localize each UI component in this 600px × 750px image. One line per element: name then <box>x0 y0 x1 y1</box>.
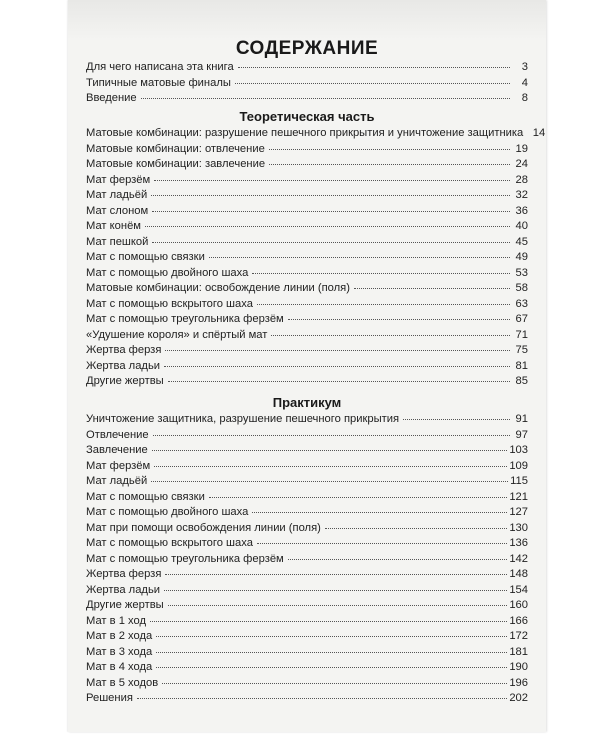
toc-dot-leader <box>238 66 510 68</box>
toc-entry-title: Завлечение <box>86 444 148 456</box>
toc-entry-page: 109 <box>509 459 528 472</box>
toc-entry-page: 142 <box>509 552 528 565</box>
toc-dot-leader <box>156 651 507 653</box>
toc-entry <box>86 142 528 158</box>
toc-entry-page: 40 <box>515 220 528 232</box>
page-title: СОДЕРЖАНИЕ <box>235 38 379 59</box>
toc-entry-page: 130 <box>509 521 528 534</box>
toc-entry-title: Мат в 2 хода <box>86 630 153 642</box>
toc-theory-list <box>86 126 546 390</box>
toc-entry-page: 71 <box>515 328 528 341</box>
toc-entry-page: 32 <box>515 189 528 201</box>
toc-entry-title: Другие жертвы <box>86 599 164 611</box>
toc-entry-page: 148 <box>509 568 528 580</box>
toc-entry-title: Мат в 4 хода <box>86 661 153 673</box>
toc-entry-title: Отвлечение <box>86 428 149 441</box>
toc-entry-page: 49 <box>515 251 528 263</box>
toc-entry <box>86 157 528 173</box>
toc-entry <box>86 505 528 521</box>
toc-entry-title: Жертва ладьи <box>86 359 161 372</box>
toc-entry-title: Типичные матовые финалы <box>86 76 231 89</box>
toc-entry-page: 28 <box>515 173 528 186</box>
toc-dot-leader <box>154 465 507 467</box>
toc-entry <box>86 173 528 189</box>
toc-entry-page: 45 <box>515 235 528 248</box>
toc-entry <box>86 428 528 444</box>
toc-entry <box>86 204 528 220</box>
toc-dot-leader <box>141 97 510 99</box>
toc-dot-leader <box>165 349 510 351</box>
toc-dot-leader <box>252 272 510 274</box>
toc-entry-title: Матовые комбинации: освобождение линии (поля) <box>86 282 350 294</box>
toc-dot-leader <box>168 604 508 606</box>
toc-entry-page: 19 <box>515 142 528 155</box>
toc-entry-page: 63 <box>515 297 528 310</box>
toc-entry <box>86 328 528 344</box>
toc-entry <box>86 583 528 599</box>
toc-entry-page: 24 <box>515 158 528 170</box>
toc-dot-leader <box>271 334 510 336</box>
toc-entry-title: Введение <box>86 92 137 104</box>
toc-dot-leader <box>257 303 510 305</box>
toc-entry-title: Мат ладьёй <box>86 475 148 487</box>
toc-entry <box>86 676 528 692</box>
toc-entry-title: Жертва ладьи <box>86 583 161 596</box>
toc-dot-leader <box>257 542 507 544</box>
toc-entry <box>86 297 528 313</box>
toc-dot-leader <box>152 449 508 451</box>
toc-entry-title: Мат при помощи освобождения линии (поля) <box>86 521 321 534</box>
toc-entry-title: Мат с помощью двойного шаха <box>86 506 249 518</box>
toc-entry-page: 172 <box>509 630 528 642</box>
toc-entry-title: Для чего написана эта книга <box>86 61 234 73</box>
toc-dot-leader <box>156 666 507 668</box>
toc-dot-leader <box>209 496 508 498</box>
toc-dot-leader <box>209 256 510 258</box>
toc-intro-list <box>86 60 528 107</box>
toc-dot-leader <box>145 225 510 227</box>
toc-entry-title: Матовые комбинации: завлечение <box>86 158 266 170</box>
toc-dot-leader <box>154 179 510 181</box>
toc-entry-page: 121 <box>509 490 528 503</box>
toc-entry-title: Мат с помощью двойного шаха <box>86 266 249 279</box>
toc-entry-title: Мат с помощью вскрытого шаха <box>86 537 253 549</box>
toc-entry-page: 115 <box>510 475 528 487</box>
toc-entry-page: 67 <box>515 313 528 325</box>
toc-entry-page: 53 <box>515 266 528 279</box>
toc-entry-page: 181 <box>509 645 528 658</box>
toc-entry-page: 136 <box>509 537 528 549</box>
toc-entry <box>86 359 528 375</box>
toc-entry <box>86 521 528 537</box>
toc-dot-leader <box>269 148 510 150</box>
toc-entry-title: Другие жертвы <box>86 375 164 387</box>
toc-dot-leader <box>151 480 508 482</box>
toc-entry <box>86 552 528 568</box>
toc-entry <box>86 312 528 328</box>
toc-entry-page: 190 <box>509 661 528 673</box>
toc-entry-title: Мат с помощью вскрытого шаха <box>86 297 253 310</box>
toc-entry-title: Мат конём <box>86 220 141 232</box>
toc-dot-leader <box>288 558 508 560</box>
toc-entry-title: Мат с помощью треугольника ферзём <box>86 552 284 565</box>
toc-dot-leader <box>288 318 510 320</box>
toc-dot-leader <box>137 697 507 699</box>
toc-entry-page: 127 <box>509 506 528 518</box>
toc-dot-leader <box>151 194 510 196</box>
toc-entry-title: Мат в 3 хода <box>86 645 153 658</box>
toc-dot-leader <box>269 163 510 165</box>
toc-entry <box>86 126 546 142</box>
toc-entry <box>86 598 528 614</box>
toc-entry <box>86 459 528 475</box>
toc-entry-page: 160 <box>509 599 528 611</box>
toc-entry <box>86 60 528 76</box>
toc-entry-title: Мат с помощью связки <box>86 251 205 263</box>
toc-entry-page: 103 <box>509 444 528 456</box>
toc-dot-leader <box>164 365 510 367</box>
toc-entry-page: 75 <box>515 344 528 356</box>
page-top-shade <box>68 0 546 40</box>
toc-entry <box>86 343 528 359</box>
toc-entry-page: 36 <box>515 204 528 217</box>
toc-entry-page: 196 <box>509 676 528 689</box>
toc-entry-page: 3 <box>521 61 528 73</box>
toc-dot-leader <box>325 527 507 529</box>
toc-dot-leader <box>152 210 510 212</box>
toc-dot-leader <box>168 380 510 382</box>
toc-dot-leader <box>162 682 507 684</box>
toc-entry-page: 166 <box>509 614 528 627</box>
toc-entry-page: 91 <box>515 413 528 425</box>
toc-dot-leader <box>354 287 510 289</box>
toc-entry-page: 58 <box>515 282 528 294</box>
toc-dot-leader <box>252 511 507 513</box>
toc-entry-title: Мат ладьёй <box>86 189 148 201</box>
section-heading-practice: Практикум <box>272 395 342 410</box>
toc-entry-page: 85 <box>515 375 528 387</box>
section-heading-theory: Теоретическая часть <box>239 109 375 124</box>
toc-entry-title: Мат ферзём <box>86 173 151 186</box>
toc-entry-title: Мат ферзём <box>86 459 151 472</box>
toc-entry-page: 97 <box>515 428 528 441</box>
toc-entry <box>86 691 528 707</box>
toc-entry <box>86 219 528 235</box>
toc-entry <box>86 536 528 552</box>
toc-dot-leader <box>156 635 507 637</box>
toc-entry <box>86 76 528 92</box>
toc-entry-title: Матовые комбинации: разрушение пешечного прикрытия и уничтожение защитника <box>86 127 524 139</box>
toc-entry-page: 154 <box>509 583 528 596</box>
toc-entry-title: Мат с помощью связки <box>86 490 205 503</box>
toc-entry <box>86 250 528 266</box>
toc-entry-page: 202 <box>509 692 528 704</box>
toc-entry-page: 81 <box>515 359 528 372</box>
toc-entry <box>86 412 528 428</box>
toc-entry <box>86 91 528 107</box>
toc-dot-leader <box>164 589 507 591</box>
toc-entry-title: Мат в 5 ходов <box>86 676 159 689</box>
toc-entry <box>86 374 528 390</box>
toc-entry <box>86 567 528 583</box>
toc-entry <box>86 660 528 676</box>
toc-dot-leader <box>152 241 510 243</box>
toc-dot-leader <box>403 418 510 420</box>
toc-entry <box>86 645 528 661</box>
toc-entry <box>86 266 528 282</box>
toc-entry-title: «Удушение короля» и спёртый мат <box>86 328 268 341</box>
toc-dot-leader <box>150 620 507 622</box>
toc-entry <box>86 188 528 204</box>
toc-entry-title: Решения <box>86 692 133 704</box>
toc-entry <box>86 235 528 251</box>
toc-entry <box>86 490 528 506</box>
toc-entry <box>86 614 528 630</box>
toc-entry-title: Мат слоном <box>86 204 149 217</box>
toc-entry-title: Мат пешкой <box>86 235 149 248</box>
toc-dot-leader <box>165 573 507 575</box>
toc-dot-leader <box>153 434 510 436</box>
toc-entry-title: Жертва ферзя <box>86 568 162 580</box>
toc-practice-list <box>86 412 528 707</box>
toc-entry-title: Мат в 1 ход <box>86 614 147 627</box>
toc-entry-title: Жертва ферзя <box>86 344 162 356</box>
toc-entry-title: Мат с помощью треугольника ферзём <box>86 313 284 325</box>
toc-dot-leader <box>235 82 510 84</box>
toc-entry-title: Матовые комбинации: отвлечение <box>86 142 265 155</box>
toc-entry-page: 14 <box>532 127 546 139</box>
toc-entry <box>86 629 528 645</box>
toc-entry <box>86 474 528 490</box>
toc-entry-page: 4 <box>521 76 528 89</box>
toc-entry-page: 8 <box>521 92 528 104</box>
toc-entry <box>86 281 528 297</box>
toc-entry-title: Уничтожение защитника, разрушение пешечного прикрытия <box>86 413 400 425</box>
toc-entry <box>86 443 528 459</box>
